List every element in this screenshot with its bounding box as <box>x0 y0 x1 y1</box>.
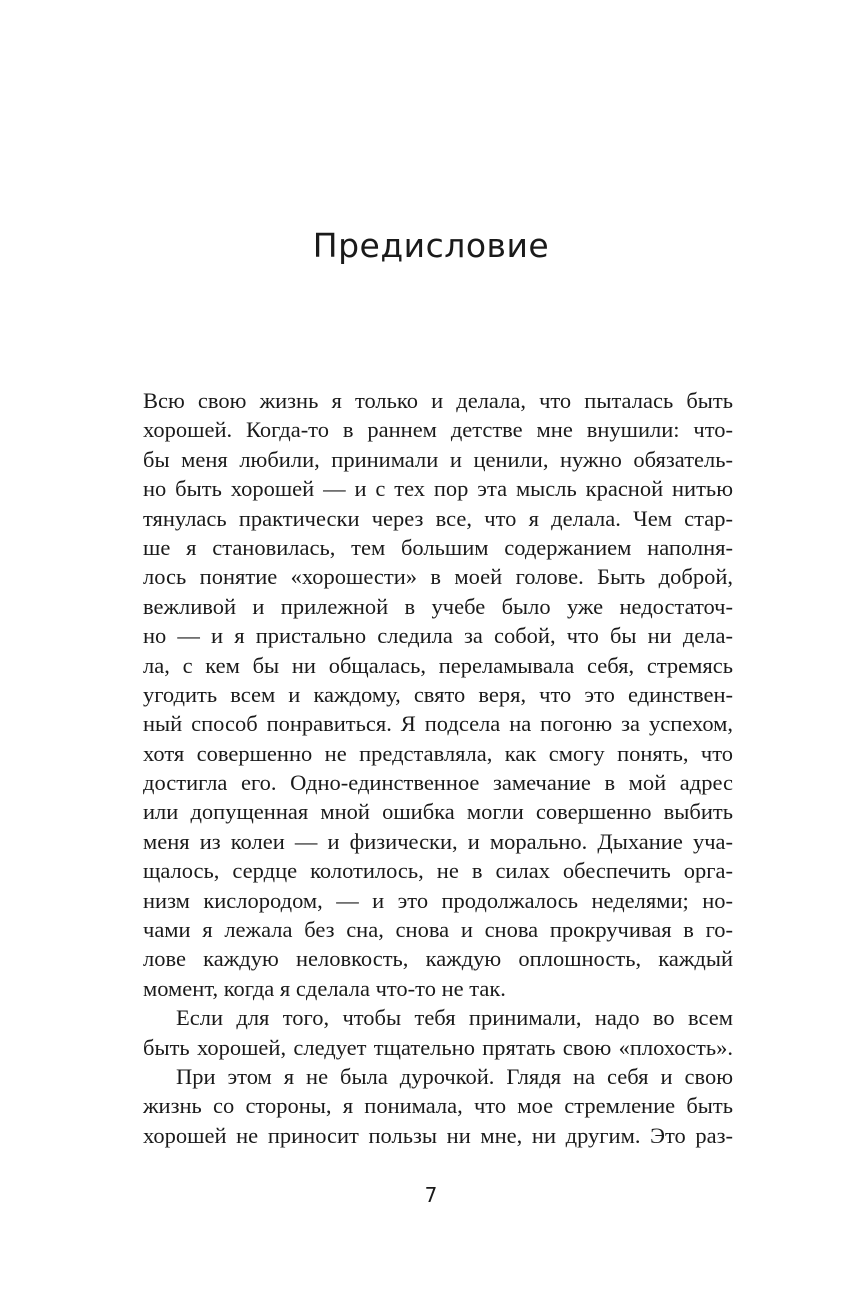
text-line: момент, когда я сделала что-то не так. <box>143 975 506 1001</box>
text-line: быть хорошей, следует тщательно прятать свою «плохость». <box>143 1034 733 1060</box>
chapter-title: Предисловие <box>312 226 550 265</box>
text-line: достигла его. Одно-единственное замечание в мой адрес <box>143 770 733 796</box>
text-line: щалось, сердце колотилось, не в силах обеспечить орга- <box>143 858 733 884</box>
text-line: или допущенная мной ошибка могли совершенно выбить <box>143 799 733 825</box>
page-number: 7 <box>424 1183 438 1207</box>
text-line: низм кислородом, — и это продолжалось неделями; но- <box>143 887 733 913</box>
text-line: ше я становилась, тем большим содержанием наполня- <box>143 534 733 560</box>
text-line: вежливой и прилежной в учебе было уже недостаточ- <box>143 593 733 619</box>
paragraph <box>143 1003 733 1062</box>
text-line: чами я лежала без сна, снова и снова прокручивая в го- <box>143 917 733 943</box>
text-line: Если для того, чтобы тебя принимали, надо во всем <box>176 1005 733 1031</box>
text-line: Всю свою жизнь я только и делала, что пыталась быть <box>143 388 733 413</box>
text-line: хотя совершенно не представляла, как смогу понять, что <box>143 740 733 766</box>
body-text <box>143 386 733 1150</box>
text-line: тянулась практически через все, что я делала. Чем стар- <box>143 505 733 531</box>
text-line: бы меня любили, принимали и ценили, нужно обязатель- <box>143 446 733 472</box>
text-line: лось понятие «хорошести» в моей голове. Быть доброй, <box>143 564 733 590</box>
text-line: лове каждую неловкость, каждую оплошность, каждый <box>143 946 733 972</box>
paragraph <box>143 1062 733 1150</box>
text-line: ла, с кем бы ни общалась, переламывала себя, стремясь <box>143 652 733 678</box>
text-line: хорошей. Когда-то в раннем детстве мне внушили: что- <box>143 417 733 443</box>
text-line: хорошей не приносит пользы ни мне, ни другим. Это раз- <box>143 1122 733 1148</box>
text-line: ный способ понравиться. Я подсела на погоню за успехом, <box>143 711 733 737</box>
text-line: При этом я не была дурочкой. Глядя на себя и свою <box>176 1063 733 1089</box>
text-line: жизнь со стороны, я понимала, что мое стремление быть <box>143 1093 733 1119</box>
paragraph <box>143 386 733 1003</box>
text-line: но быть хорошей — и с тех пор эта мысль красной нитью <box>143 476 733 502</box>
text-line: но — и я пристально следила за собой, что бы ни дела- <box>143 623 733 649</box>
text-line: меня из колеи — и физически, и морально. Дыхание уча- <box>143 828 733 854</box>
text-line: угодить всем и каждому, свято веря, что это единствен- <box>143 681 733 707</box>
